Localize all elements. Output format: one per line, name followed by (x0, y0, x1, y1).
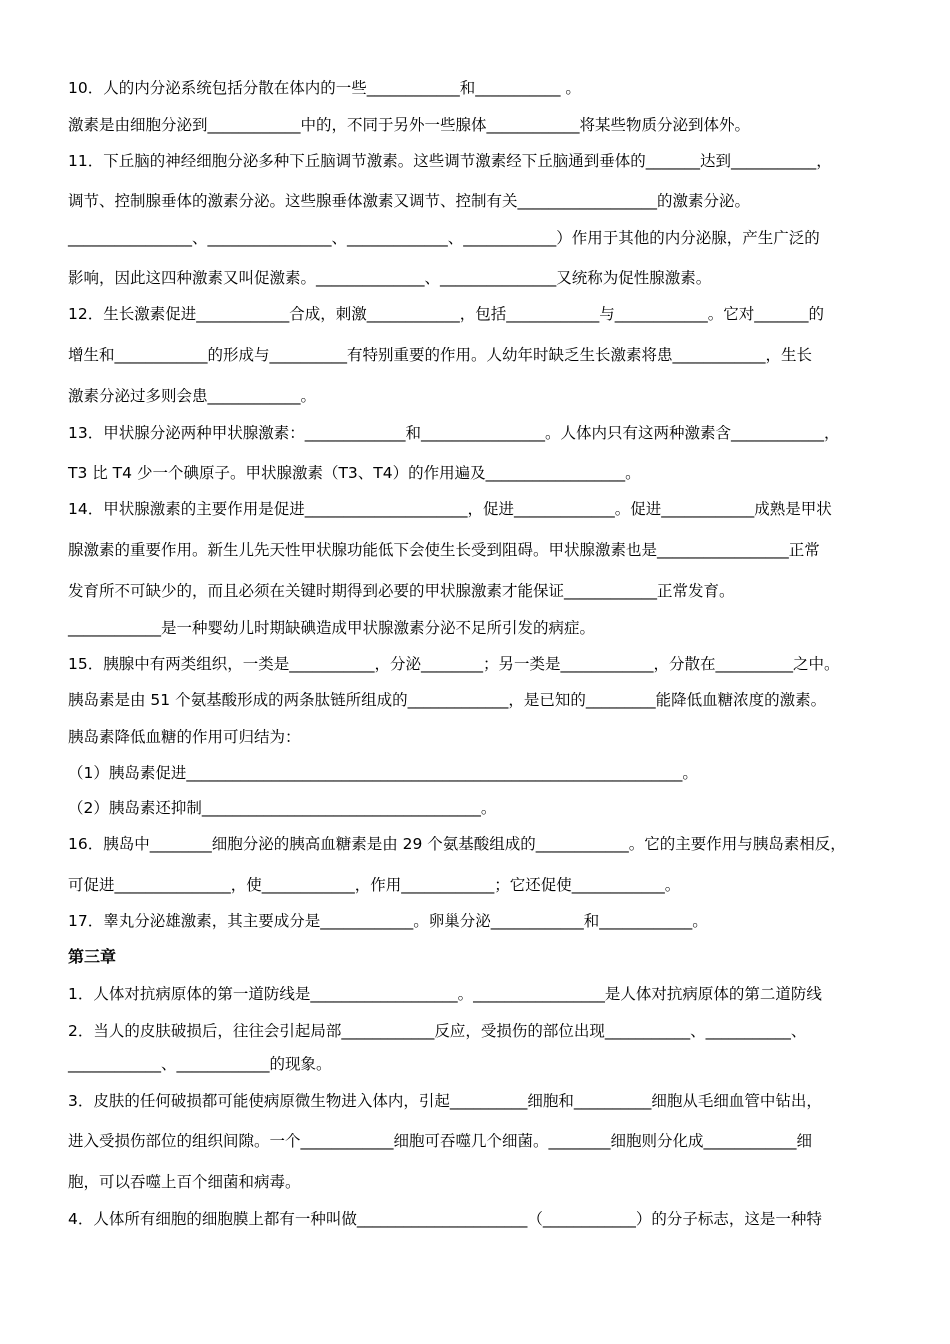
text-line: 调节、控制腺垂体的激素分泌。这些腺垂体激素又调节、控制有关__________________的激素分泌。 (68, 192, 751, 210)
text-line: 3．皮肤的任何破损都可能使病原微生物进入体内，引起__________细胞和__________细胞从毛细血管中钻出， (68, 1092, 822, 1110)
text-line: （1）胰岛素促进________________________________________________________________。 (68, 764, 698, 782)
text-line: 发育所不可缺少的，而且必须在关键时期得到必要的甲状腺激素才能保证____________正常发育。 (68, 582, 735, 600)
text-line: 4．人体所有细胞的细胞膜上都有一种叫做______________________（____________）的分子标志，这是一种特 (68, 1210, 822, 1228)
text-line: 10．人的内分泌系统包括分散在体内的一些____________和___________ 。 (68, 79, 581, 97)
text-line: ________________、________________、_____________、____________）作用于其他的内分泌腺，产生广泛的 (68, 229, 820, 247)
text-line: ____________是一种婴幼儿时期缺碘造成甲状腺激素分泌不足所引发的病症。 (68, 619, 596, 637)
text-line: 胰岛素降低血糖的作用可归结为： (68, 728, 301, 746)
text-line: 17．睾丸分泌雄激素，其主要成分是____________。卵巢分泌____________和____________。 (68, 912, 708, 930)
text-line: 激素是由细胞分泌到____________中的，不同于另外一些腺体____________将某些物质分泌到体外。 (68, 116, 751, 134)
text-line: 进入受损伤部位的组织间隙。一个____________细胞可吞噬几个细菌。________细胞则分化成____________细 (68, 1132, 813, 1150)
text-line: 胞，可以吞噬上百个细菌和病毒。 (68, 1173, 301, 1191)
section-heading: 第三章 (68, 947, 117, 966)
text-line: 腺激素的重要作用。新生儿先天性甲状腺功能低下会使生长受到阻碍。甲状腺激素也是_________________正常 (68, 541, 820, 559)
text-line: 激素分泌过多则会患____________。 (68, 387, 317, 405)
text-line: 增生和____________的形成与__________有特别重要的作用。人幼年时缺乏生长激素将患____________，生长 (68, 346, 813, 364)
text-line: 2．当人的皮肤破损后，往往会引起局部____________反应，受损伤的部位出现___________、___________、 (68, 1022, 807, 1040)
text-line: 15．胰腺中有两类组织，一类是___________，分泌________；另一类是____________，分散在__________之中。 (68, 655, 840, 673)
text-line: ____________、____________的现象。 (68, 1055, 332, 1073)
text-line: 13．甲状腺分泌两种甲状腺激素：_____________和________________。人体内只有这两种激素含____________， (68, 424, 840, 442)
text-line: 胰岛素是由 51 个氨基酸形成的两条肽链所组成的_____________，是已知的_________能降低血糖浓度的激素。 (68, 691, 827, 709)
text-line: 11．下丘脑的神经细胞分泌多种下丘脑调节激素。这些调节激素经下丘脑通到垂体的_______达到___________， (68, 152, 832, 170)
text-line: 可促进_______________，使____________，作用____________；它还促使____________。 (68, 876, 681, 894)
text-line: （2）胰岛素还抑制____________________________________。 (68, 799, 497, 817)
text-line: 影响，因此这四种激素又叫促激素。______________、_______________又统称为促性腺激素。 (68, 269, 712, 287)
text-line: 16．胰岛中________细胞分泌的胰高血糖素是由 29 个氨基酸组成的____________。它的主要作用与胰岛素相反， (68, 835, 846, 853)
text-line: 14．甲状腺激素的主要作用是促进_____________________，促进_____________。促进____________成熟是甲状 (68, 500, 832, 518)
text-line: 12．生长激素促进____________合成，刺激____________，包括____________与____________。它对_______的 (68, 305, 824, 323)
text-line: 1．人体对抗病原体的第一道防线是___________________。_________________是人体对抗病原体的第二道防线 (68, 985, 822, 1003)
text-line: T3 比 T4 少一个碘原子。甲状腺激素（T3、T4）的作用遍及__________________。 (68, 464, 641, 482)
